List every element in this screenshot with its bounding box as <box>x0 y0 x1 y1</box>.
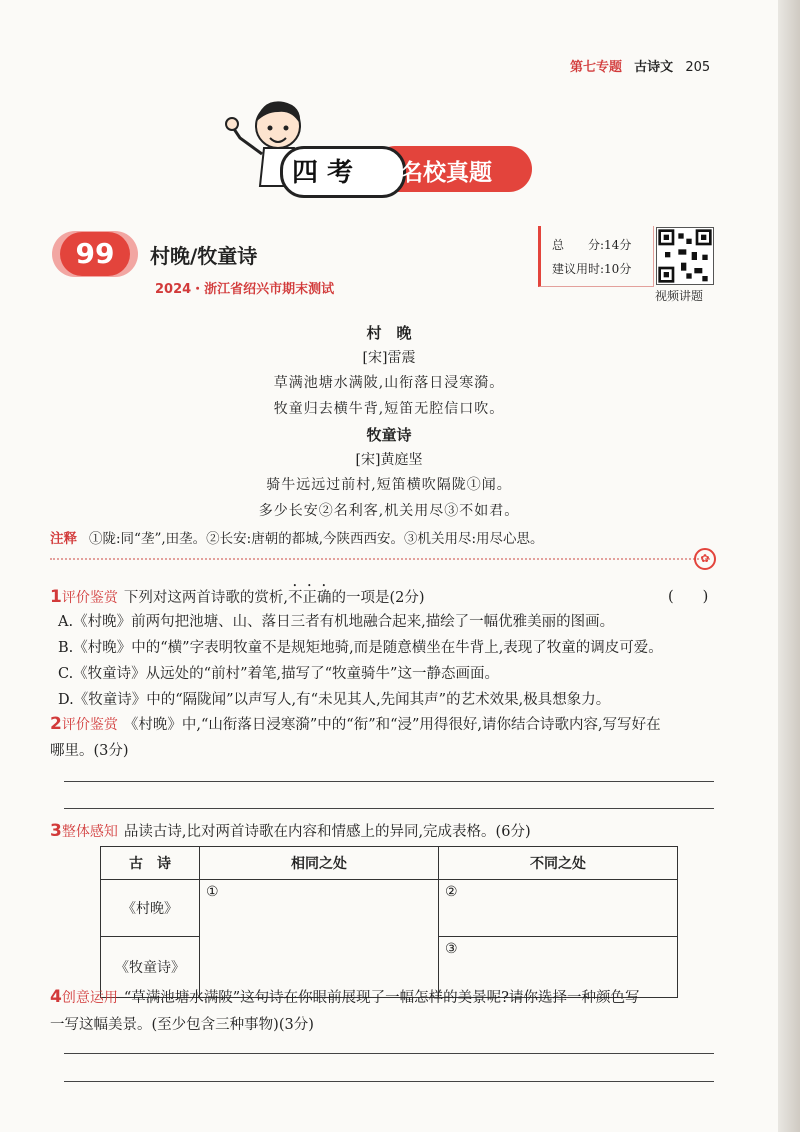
banner-left-text: 四 考 <box>292 158 354 188</box>
table-header-same: 相同之处 <box>200 847 439 880</box>
question-2-text: 《村晚》中,“山衔落日浸寒漪”中的“衔”和“浸”用得很好,请你结合诗歌内容,写写好在 <box>123 717 661 733</box>
option-b[interactable]: B.《村晚》中的“横”字表明牧童不是规矩地骑,而是随意横坐在牛背上,表现了牧童的调皮可爱。 <box>58 640 663 656</box>
question-1-tag: 评价鉴赏 <box>61 590 118 606</box>
section-divider <box>50 558 710 560</box>
poem1-author: [宋]雷震 <box>362 350 416 366</box>
comparison-table <box>100 846 678 998</box>
annotation-text: ①陇:同“垄”,田垄。②长安:唐朝的都城,今陕西西安。③机关用尽:用尽心思。 <box>89 531 544 547</box>
question-3-tag: 整体感知 <box>61 824 118 840</box>
problem-number: 99 <box>60 232 130 276</box>
poem2-line2: 多少长安②名利客,机关用尽③不如君。 <box>258 503 520 519</box>
question-1-emphasis: 不正确 <box>287 590 332 606</box>
question-1-stem <box>50 582 425 607</box>
divider-flower-icon: ✿ <box>694 548 716 570</box>
poem1-line2: 牧童归去横牛背,短笛无腔信口吹。 <box>273 401 505 417</box>
answer-paren[interactable]: ( ) <box>668 589 709 605</box>
option-c[interactable]: C.《牧童诗》从远处的“前村”着笔,描写了“牧童骑牛”这一静态画面。 <box>58 666 499 682</box>
annotation <box>50 527 544 547</box>
option-a[interactable]: A.《村晚》前两句把池塘、山、落日三者有机地融合起来,描绘了一幅优雅美丽的图画。 <box>58 614 615 630</box>
option-d[interactable]: D.《牧童诗》中的“隔陇闻”以声写人,有“未见其人,先闻其声”的艺术效果,极具想象力。 <box>58 692 611 708</box>
question-2-line2: 哪里。(3分) <box>50 743 129 759</box>
question-1-number: 1 <box>50 587 62 607</box>
answer-line[interactable] <box>64 781 714 782</box>
table-header-poem: 古 诗 <box>101 847 200 880</box>
qr-code-icon[interactable] <box>656 227 714 285</box>
suggested-time: 建议用时:10分 <box>552 262 632 276</box>
qr-label: 视频讲题 <box>655 289 704 303</box>
question-4-line2: 一写这幅美景。(至少包含三种事物)(3分) <box>50 1017 314 1033</box>
question-2-stem <box>50 713 661 734</box>
answer-line[interactable] <box>64 1081 714 1082</box>
question-2-tag: 评价鉴赏 <box>61 717 118 733</box>
question-4-tag: 创意运用 <box>61 990 118 1006</box>
page-edge-shadow <box>778 0 800 1132</box>
question-3-number: 3 <box>50 821 62 841</box>
table-row-label: 《牧童诗》 <box>101 937 200 998</box>
answer-cell-diff-2[interactable]: ③ <box>439 937 678 998</box>
page-number: 205 <box>685 60 711 75</box>
question-3-text: 品读古诗,比对两首诗歌在内容和情感上的异同,完成表格。(6分) <box>123 824 531 840</box>
table-header-diff: 不同之处 <box>439 847 678 880</box>
problem-source: 2024・浙江省绍兴市期末测试 <box>155 282 335 297</box>
poem1-title: 村 晚 <box>366 324 412 342</box>
question-1-text-b: 的一项是(2分) <box>331 590 425 606</box>
score-total: 总 分:14分 <box>552 238 632 252</box>
poem2-line1: 骑牛远远过前村,短笛横吹隔陇①闻。 <box>266 477 512 493</box>
problem-title: 村晚/牧童诗 <box>150 244 258 268</box>
answer-cell-diff-1[interactable]: ② <box>439 880 678 937</box>
question-4-stem <box>50 986 639 1007</box>
header-special: 第七专题 <box>570 60 623 75</box>
question-4-number: 4 <box>50 987 62 1007</box>
poem1-line1: 草满池塘水满陂,山衔落日浸寒漪。 <box>273 375 505 391</box>
question-1-text-a: 下列对这两首诗歌的赏析, <box>123 590 288 606</box>
banner-right-text: 名校真题 <box>400 160 492 186</box>
page-header <box>570 56 710 75</box>
poem2-author: [宋]黄庭坚 <box>355 452 423 468</box>
annotation-label: 注释 <box>50 531 77 547</box>
question-2-number: 2 <box>50 714 62 734</box>
answer-line[interactable] <box>64 808 714 809</box>
section-banner <box>222 96 542 206</box>
table-row-label: 《村晚》 <box>101 880 200 937</box>
question-3-stem <box>50 820 531 841</box>
poem2-title: 牧童诗 <box>366 426 412 444</box>
answer-line[interactable] <box>64 1053 714 1054</box>
answer-cell-same[interactable]: ① <box>200 880 439 998</box>
question-4-text: “草满池塘水满陂”这句诗在你眼前展现了一幅怎样的美景呢?请你选择一种颜色写 <box>123 990 640 1006</box>
header-topic: 古诗文 <box>634 60 674 75</box>
